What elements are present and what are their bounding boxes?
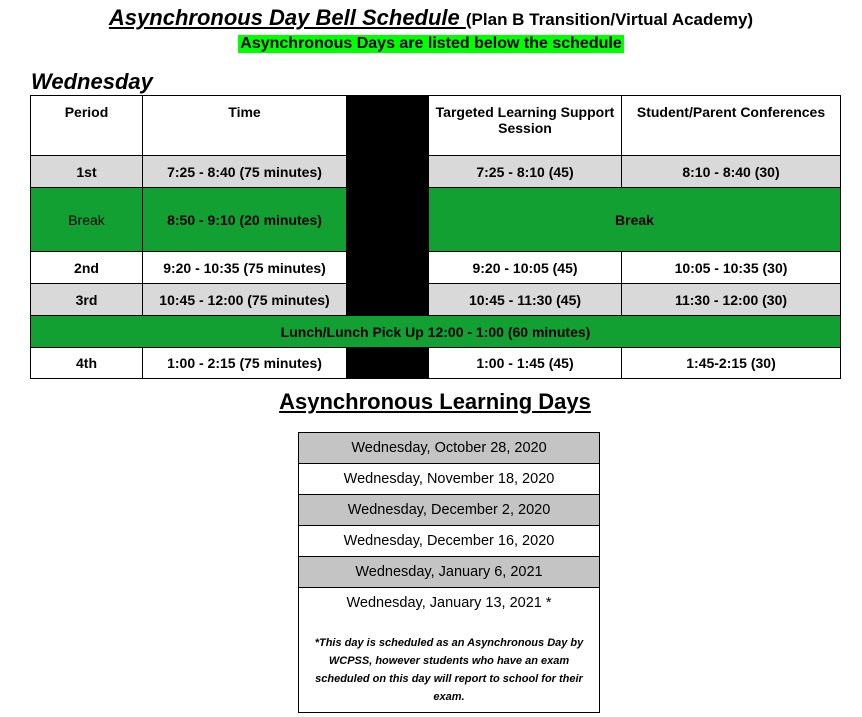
black-divider-upper (347, 96, 429, 284)
break-merged-cell: Break (429, 188, 841, 252)
targeted-cell: 9:20 - 10:05 (45) (429, 252, 622, 284)
learning-days-heading: Asynchronous Learning Days (279, 389, 591, 414)
column-header-targeted: Targeted Learning Support Session (429, 96, 622, 156)
date-item: Wednesday, January 13, 2021 * (299, 588, 600, 629)
exam-footnote: *This day is scheduled as an Asynchronous Day by WCPSS, however students who have an exam scheduled on this day will report to school for their exam. (299, 628, 600, 713)
table-row (31, 252, 841, 284)
page-subtitle: (Plan B Transition/Virtual Academy) (465, 10, 754, 29)
table-header-row (31, 96, 841, 156)
page-header (0, 4, 862, 53)
targeted-cell: 1:00 - 1:45 (45) (429, 348, 622, 379)
date-item: Wednesday, November 18, 2020 (299, 464, 600, 495)
black-divider-cell (347, 284, 429, 316)
column-header-conferences: Student/Parent Conferences (622, 96, 841, 156)
targeted-cell: 7:25 - 8:10 (45) (429, 156, 622, 188)
page-title: Asynchronous Day Bell Schedule (108, 5, 466, 30)
lunch-row (31, 316, 841, 348)
lunch-cell: Lunch/Lunch Pick Up 12:00 - 1:00 (60 minutes) (31, 316, 841, 348)
time-cell: 10:45 - 12:00 (75 minutes) (143, 284, 347, 316)
time-cell: 7:25 - 8:40 (75 minutes) (143, 156, 347, 188)
date-item: Wednesday, January 6, 2021 (299, 557, 600, 588)
period-cell: 2nd (31, 252, 143, 284)
date-item: Wednesday, October 28, 2020 (299, 433, 600, 464)
column-header-time: Time (143, 96, 347, 156)
table-row (31, 348, 841, 379)
black-divider-cell (347, 348, 429, 379)
break-row (31, 188, 841, 252)
bell-schedule-table (30, 95, 841, 379)
period-cell: 4th (31, 348, 143, 379)
asynchronous-days-banner: Asynchronous Days are listed below the schedule (240, 35, 622, 52)
time-cell: 8:50 - 9:10 (20 minutes) (143, 188, 347, 252)
table-row (31, 284, 841, 316)
column-header-period: Period (31, 96, 143, 156)
period-cell: 3rd (31, 284, 143, 316)
period-cell: 1st (31, 156, 143, 188)
title-line (0, 4, 862, 34)
day-heading: Wednesday (31, 69, 153, 94)
time-cell: 9:20 - 10:35 (75 minutes) (143, 252, 347, 284)
learning-days-table (298, 432, 600, 713)
date-item: Wednesday, December 2, 2020 (299, 495, 600, 526)
date-item: Wednesday, December 16, 2020 (299, 526, 600, 557)
table-row (31, 156, 841, 188)
targeted-cell: 10:45 - 11:30 (45) (429, 284, 622, 316)
period-cell: Break (31, 188, 143, 252)
time-cell: 1:00 - 2:15 (75 minutes) (143, 348, 347, 379)
conference-cell: 1:45-2:15 (30) (622, 348, 841, 379)
conference-cell: 11:30 - 12:00 (30) (622, 284, 841, 316)
conference-cell: 10:05 - 10:35 (30) (622, 252, 841, 284)
conference-cell: 8:10 - 8:40 (30) (622, 156, 841, 188)
